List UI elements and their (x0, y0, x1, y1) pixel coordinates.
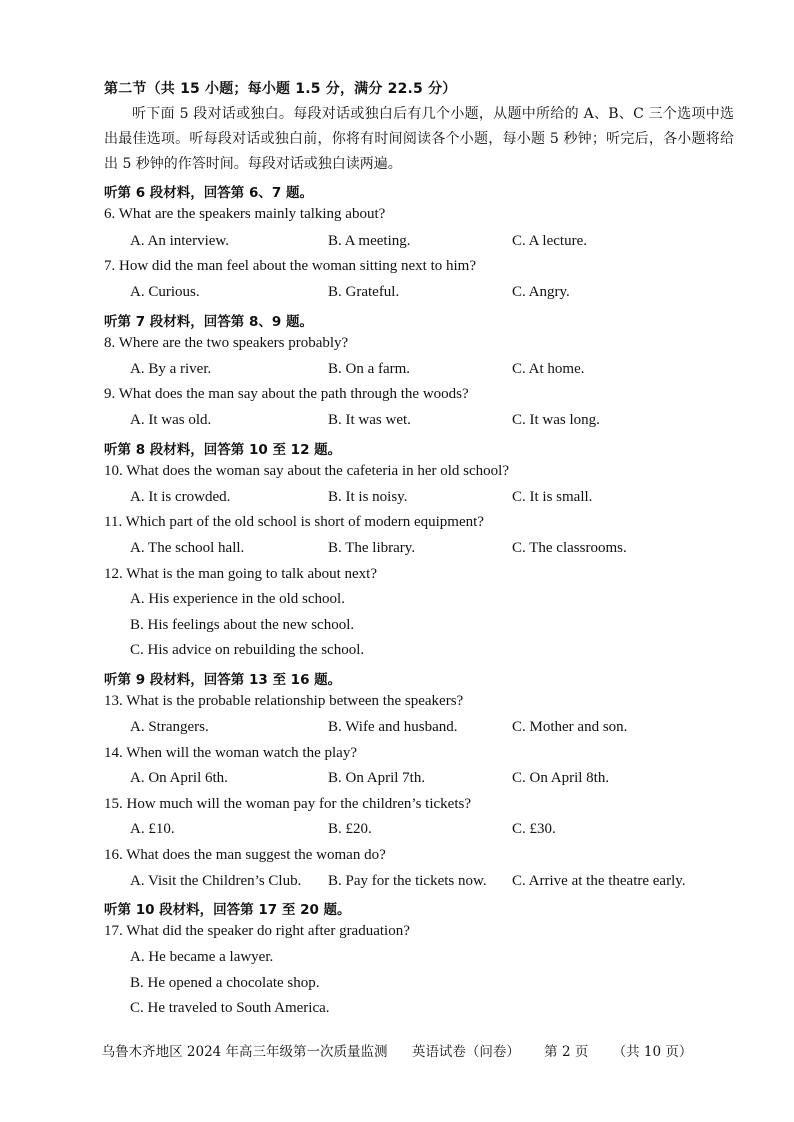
option-a: A. By a river. (130, 361, 212, 377)
question-text: 6. What are the speakers mainly talking about? (104, 206, 386, 222)
question-text: 10. What does the woman say about the cafeteria in her old school? (104, 463, 510, 479)
question-text: 9. What does the man say about the path through the woods? (104, 386, 469, 402)
footer-subject: 英语试卷（问卷） (411, 1044, 520, 1060)
option-b: B. Grateful. (328, 284, 400, 300)
option-b: B. A meeting. (328, 233, 411, 249)
option-c: C. The classrooms. (512, 540, 627, 556)
option-b: B. He opened a chocolate shop. (130, 975, 320, 991)
option-a: A. An interview. (130, 233, 230, 249)
question-text: 11. Which part of the old school is short of modern equipment? (104, 514, 484, 530)
option-b: B. On a farm. (328, 361, 411, 377)
option-a: A. His experience in the old school. (130, 591, 345, 607)
option-b: B. The library. (328, 540, 416, 556)
option-c: C. £30. (512, 821, 556, 837)
option-c: C. It was long. (512, 412, 600, 428)
question-text: 13. What is the probable relationship between the speakers? (104, 693, 464, 709)
footer-page-number: 第 2 页 (544, 1044, 589, 1060)
question-text: 7. How did the man feel about the woman sitting next to him? (104, 258, 477, 274)
option-b: B. Pay for the tickets now. (328, 873, 487, 889)
option-a: A. It was old. (130, 412, 212, 428)
question-text: 12. What is the man going to talk about next? (104, 566, 378, 582)
option-b: B. It was wet. (328, 412, 411, 428)
question-text: 16. What does the man suggest the woman do? (104, 847, 386, 863)
option-c: C. At home. (512, 361, 585, 377)
option-a: A. £10. (130, 821, 175, 837)
option-c: C. He traveled to South America. (130, 1000, 330, 1016)
option-c: C. It is small. (512, 489, 593, 505)
option-c: C. A lecture. (512, 233, 587, 249)
section-title: 第二节（共 15 小题；每小题 1.5 分，满分 22.5 分） (104, 81, 457, 97)
option-b: B. Wife and husband. (328, 719, 458, 735)
group-header: 听第 7 段材料，回答第 8、9 题。 (104, 314, 313, 330)
option-a: A. The school hall. (130, 540, 245, 556)
option-b: B. On April 7th. (328, 770, 426, 786)
option-a: A. Strangers. (130, 719, 209, 735)
option-a: A. On April 6th. (130, 770, 228, 786)
option-a: A. He became a lawyer. (130, 949, 274, 965)
group-header: 听第 9 段材料，回答第 13 至 16 题。 (104, 672, 342, 688)
footer-exam-title: 乌鲁木齐地区 2024 年高三年级第一次质量监测 (101, 1044, 388, 1060)
group-header: 听第 6 段材料，回答第 6、7 题。 (104, 185, 313, 201)
group-header: 听第 10 段材料，回答第 17 至 20 题。 (104, 902, 351, 918)
option-a: A. Curious. (130, 284, 200, 300)
page-footer (0, 1040, 794, 1060)
option-b: B. £20. (328, 821, 372, 837)
section-instructions: 听下面 5 段对话或独白。每段对话或独白后有几个小题，从题中所给的 A、B、C 三个选项中选出最佳选项。听每段对话或独白前，你将有时间阅读各个小题，每小题 5 秒钟；听完后，各小题将给出 5 秒钟的作答时间。每段对话或独白读两遍。 (104, 106, 734, 172)
option-c: C. Arrive at the theatre early. (512, 873, 686, 889)
footer-total-pages: （共 10 页） (612, 1044, 693, 1060)
option-a: A. Visit the Children’s Club. (130, 873, 302, 889)
option-b: B. It is noisy. (328, 489, 408, 505)
question-text: 17. What did the speaker do right after graduation? (104, 923, 410, 939)
option-c: C. Angry. (512, 284, 570, 300)
option-b: B. His feelings about the new school. (130, 617, 355, 633)
option-c: C. Mother and son. (512, 719, 628, 735)
option-a: A. It is crowded. (130, 489, 231, 505)
group-header: 听第 8 段材料，回答第 10 至 12 题。 (104, 442, 342, 458)
question-text: 8. Where are the two speakers probably? (104, 335, 349, 351)
option-c: C. His advice on rebuilding the school. (130, 642, 365, 658)
option-c: C. On April 8th. (512, 770, 610, 786)
question-text: 14. When will the woman watch the play? (104, 745, 357, 761)
question-text: 15. How much will the woman pay for the children’s tickets? (104, 796, 471, 812)
